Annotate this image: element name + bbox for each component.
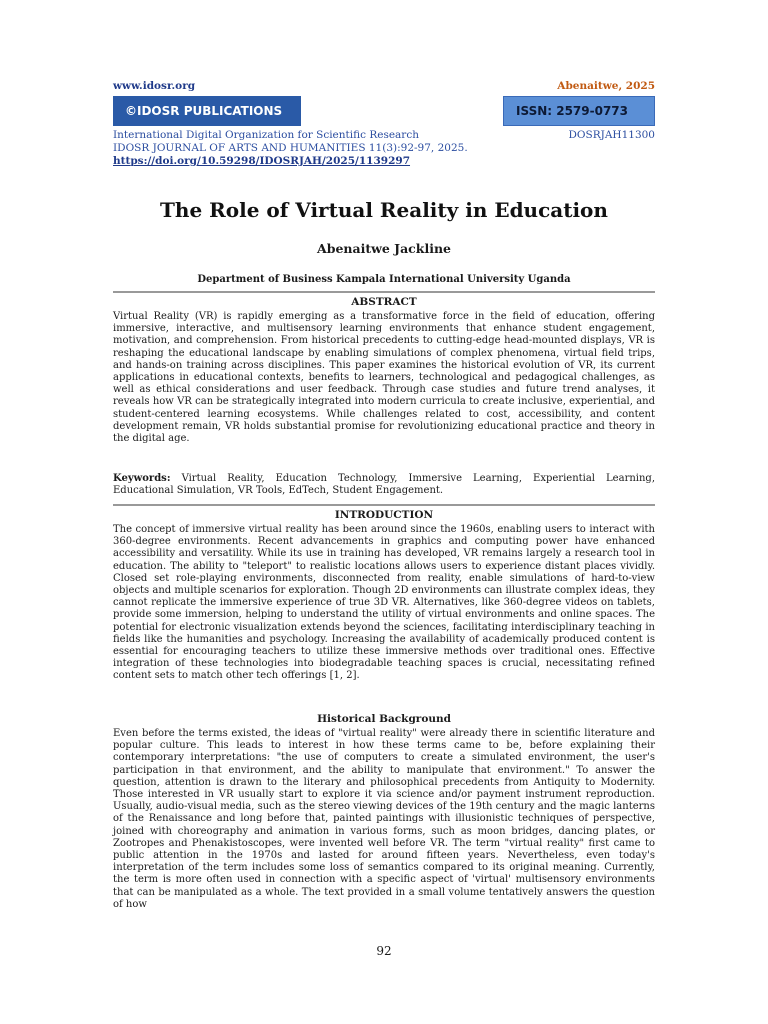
paper-page — [113, 80, 656, 910]
journal-citation: IDOSR JOURNAL OF ARTS AND HUMANITIES 11(3):92-97, 2025. — [113, 142, 468, 154]
doi-link[interactable]: https://doi.org/10.59298/IDOSRJAH/2025/1139297 — [113, 155, 411, 167]
header-top-row — [113, 80, 655, 94]
journal-info — [113, 129, 655, 168]
author-name: Abenaitwe Jackline — [317, 241, 451, 256]
paper-title: The Role of Virtual Reality in Education — [160, 198, 608, 222]
affiliation: Department of Business Kampala International University Uganda — [197, 274, 571, 285]
keywords-label: Keywords: — [113, 473, 171, 484]
page-number: 92 — [376, 944, 392, 958]
keywords-text: Virtual Reality, Education Technology, Immersive Learning, Experiential Learning, Educational Simulation, VR Tools, EdTech, Student Engagement. — [113, 473, 656, 497]
author-year: Abenaitwe, 2025 — [557, 80, 655, 92]
org-name: International Digital Organization for Scientific Research — [113, 129, 419, 141]
introduction-text: The concept of immersive virtual reality has been around since the 1960s, enabling users to interact with 360-degree environments. Recent advancements in graphics and computing power have enhanced accessibility and versatility. While its use in training has developed, VR remains largely a research tool in education. The ability to "teleport" to realistic locations allows users to experience distant places vividly. Closed set role-playing environments, disconnected from reality, enable simulations of hard-to-view objects and multiple scenarios for exploration. Though 2D environments can illustrate complex ideas, they cannot replicate the immersive experience of true 3D VR. Alternatives, like 360-degree videos on tablets, provide some immersion, helping to understand the utility of virtual environments and online spaces. The potential for electronic visualization extends beyond the sciences, facilitating interdisciplinary teaching in fields like the humanities and psychology. Increasing the availability of academically produced content is essential for encouraging teachers to utilize these immersive methods over traditional ones. Effective integration of these technologies into biodegradable teaching spaces is crucial, necessitating refined content sets to match other tech offerings [1, 2]. — [113, 524, 655, 682]
abstract-heading: ABSTRACT — [351, 296, 417, 308]
article-code: DOSRJAH11300 — [568, 129, 655, 141]
history-heading: Historical Background — [317, 713, 451, 725]
keywords — [113, 473, 655, 497]
divider — [113, 291, 655, 293]
abstract-text: Virtual Reality (VR) is rapidly emerging as a transformative force in the field of education, offering immersive, interactive, and multisensory learning environments that enhance student engagement, motivation, and comprehension. From historical precedents to cutting-edge head-mounted displays, VR is reshaping the educational landscape by enabling simulations of complex phenomena, virtual field trips, and hands-on training across disciplines. This paper examines the historical evolution of VR, its current applications in educational contexts, benefits to learners, technological and pedagogical challenges, as well as ethical considerations and user feedback. Through case studies and future trend analyses, it reveals how VR can be strategically integrated into modern curricula to create inclusive, experiential, and student-centered learning ecosystems. While challenges related to cost, accessibility, and content development remain, VR holds substantial promise for revolutionizing educational practice and theory in the digital age. — [113, 311, 655, 445]
introduction-heading: INTRODUCTION — [334, 509, 434, 521]
history-text: Even before the terms existed, the ideas of "virtual reality" were already there in scientific literature and popular culture. This leads to interest in how these terms came to be, before explaining their contemporary interpretations: "the use of computers to create a simulated environment, the user's participation in that environment, and the ability to manipulate that environment." To answer the question, attention is drawn to the literary and philosophical precedents from Antiquity to Modernity. Those interested in VR usually start to explore it via science and/or payment instrument reproduction. Usually, audio-visual media, such as the stereo viewing devices of the 19th century and the magic lanterns of the Renaissance and long before that, painted paintings with illusionistic techniques of perspective, joined with choreography and animation in various forms, such as moon bridges, dancing plates, or Zootropes and Phenakistoscopes, were invented well before VR. The term "virtual reality" first came to public attention in the 1970s and lasted for around fifteen years. Nevertheless, even today's interpretation of the term includes some loss of semantics compared to its original meaning. Currently, the term is more often used in connection with a specific aspect of 'virtual' multisensory environments that can be manipulated as a whole. The text provided in a small volume tentatively answers the question of how — [113, 728, 655, 910]
issn-banner: ISSN: 2579-0773 — [503, 96, 655, 126]
divider — [113, 504, 655, 506]
publisher-banner: ©IDOSR PUBLICATIONS — [113, 96, 301, 126]
site-link[interactable]: www.idosr.org — [113, 80, 196, 92]
